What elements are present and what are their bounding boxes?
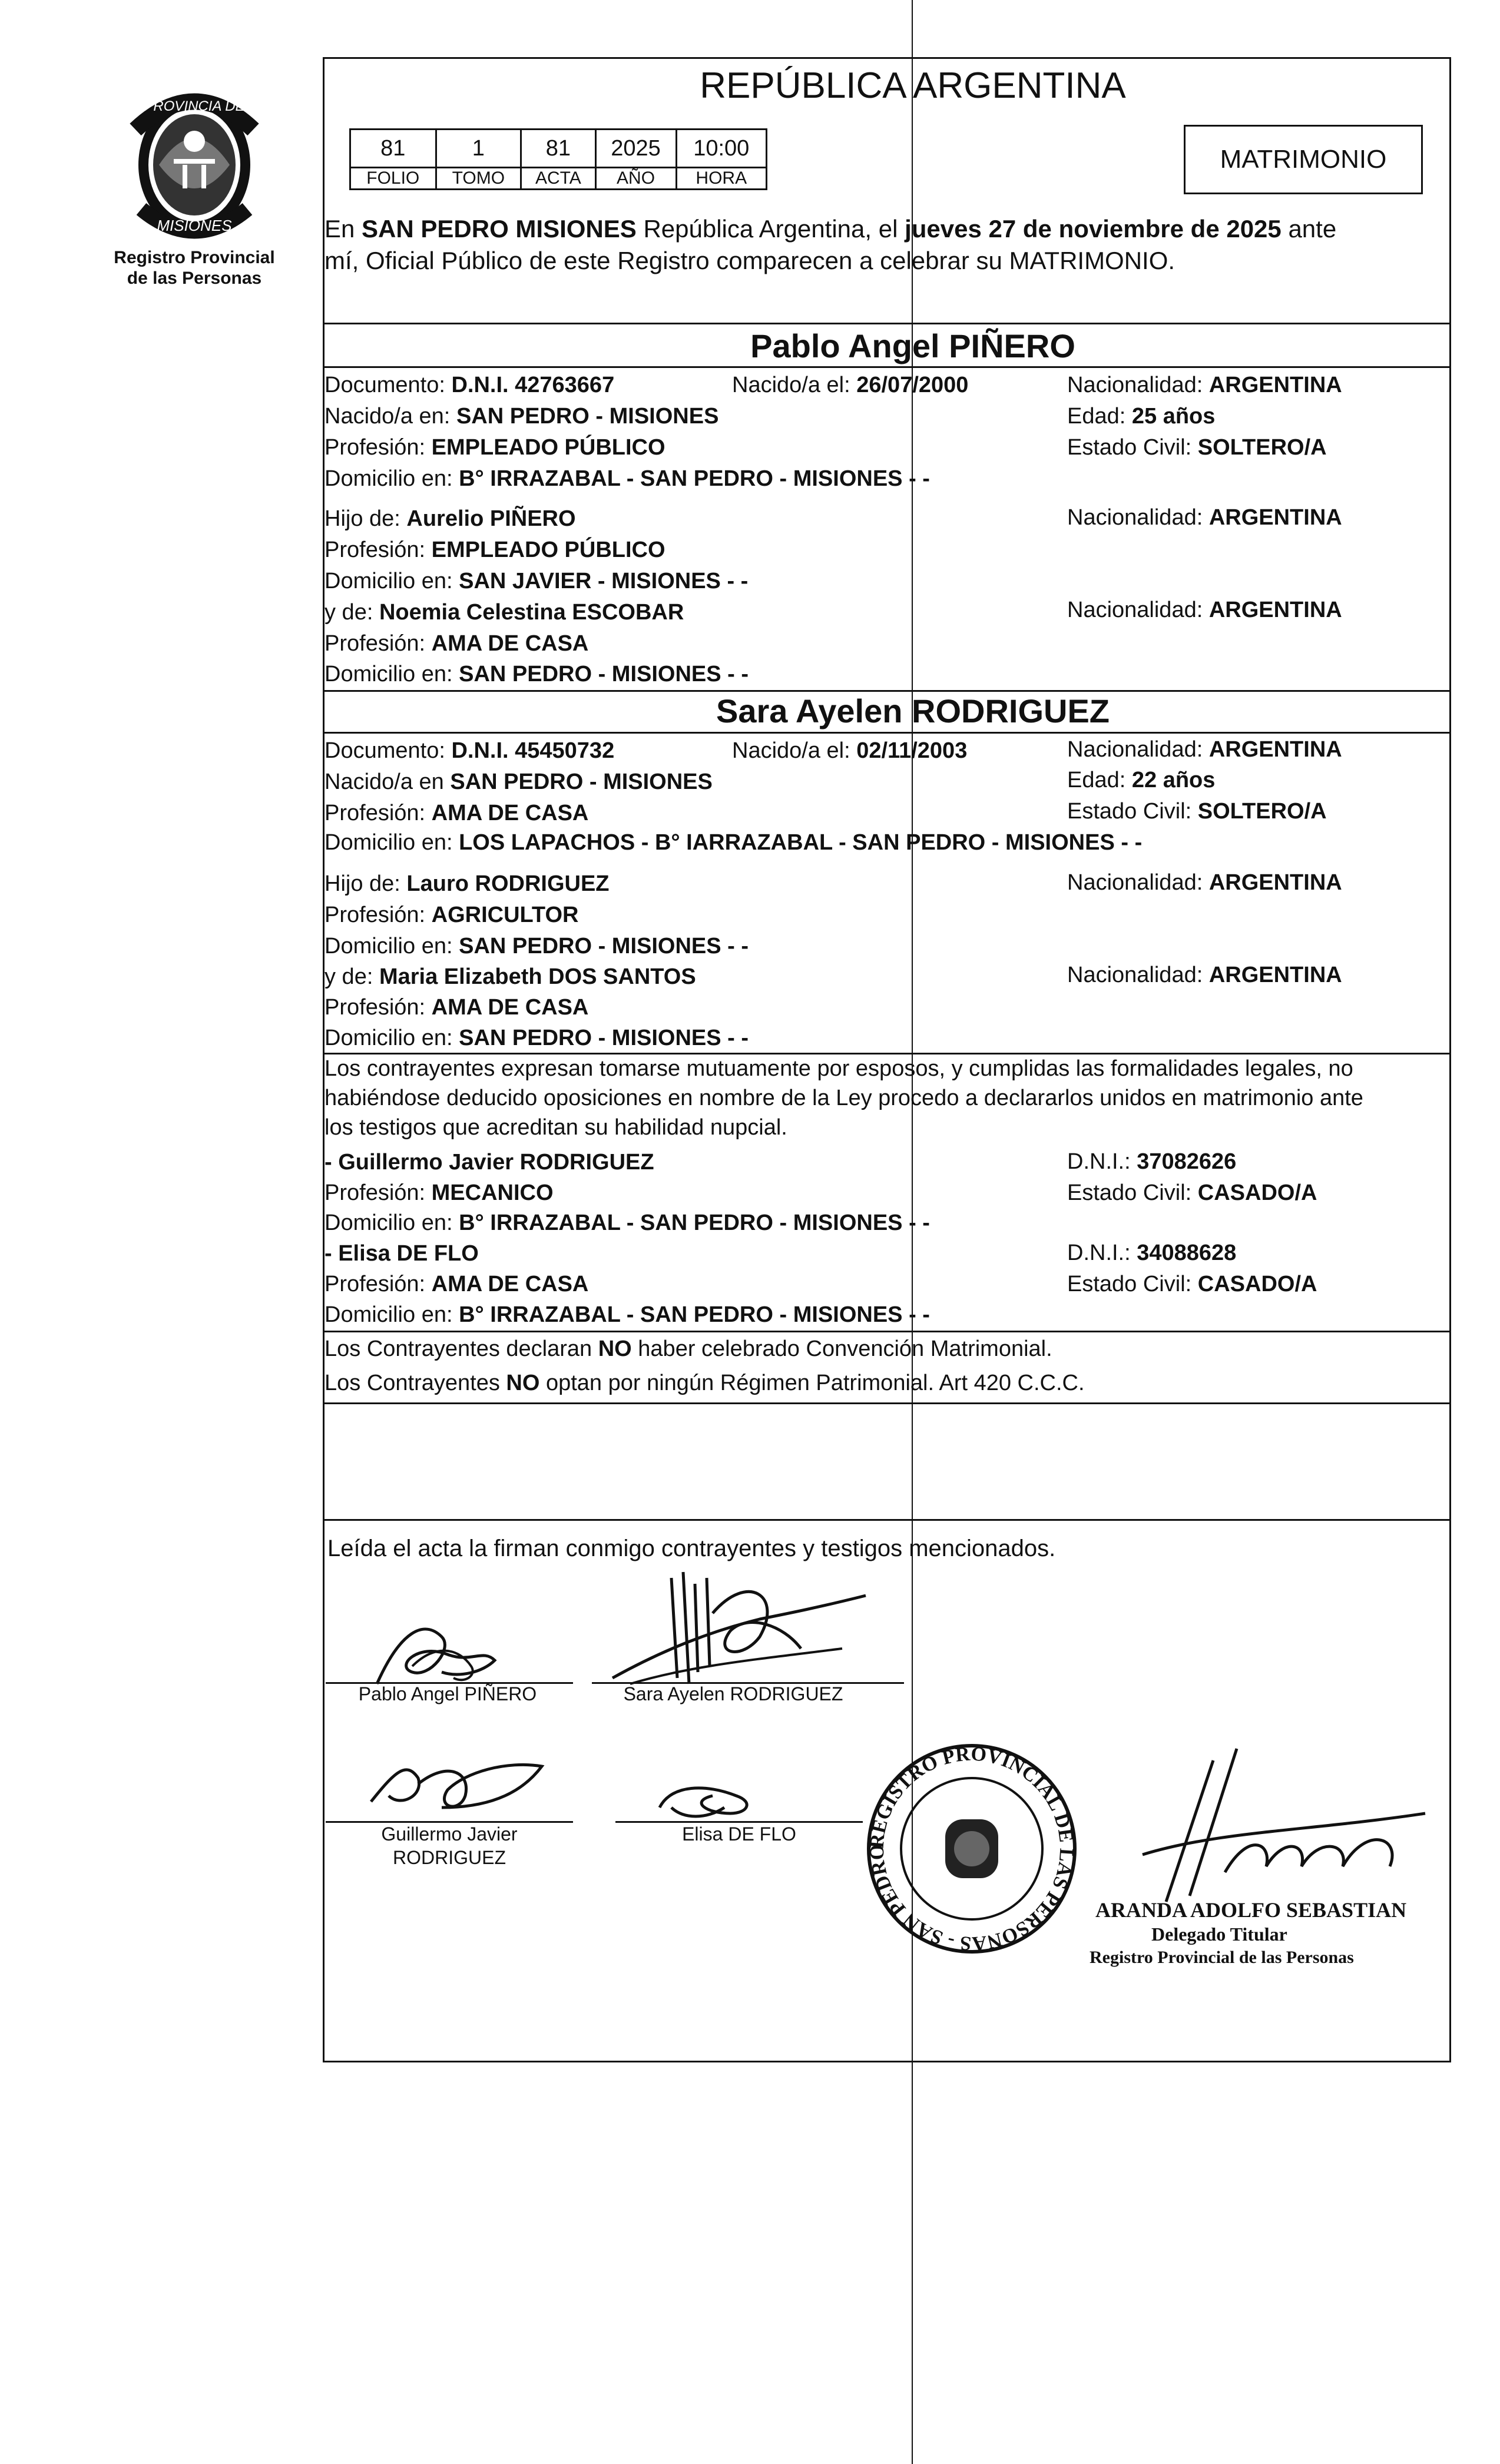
spouse1-birthplace: Nacido/a en: SAN PEDRO - MISIONES — [324, 404, 719, 429]
spouse1-birth-date: Nacido/a el: 26/07/2000 — [732, 373, 969, 397]
spouse1-nationality: Nacionalidad: ARGENTINA — [1067, 373, 1342, 397]
agreement-line-2: Los Contrayentes NO optan por ningún Régimen Patrimonial. Art 420 C.C.C. — [324, 1371, 1085, 1395]
tomo-label: TOMO — [436, 168, 521, 190]
spouse2-mother: y de: Maria Elizabeth DOS SANTOS — [324, 964, 696, 989]
spouse2-father-domicile: Domicilio en: SAN PEDRO - MISIONES - - — [324, 934, 749, 959]
svg-text:PROVINCIA DE: PROVINCIA DE — [144, 98, 245, 114]
spouse2-age: Edad: 22 años — [1067, 768, 1216, 792]
signature-2-name: Sara Ayelen RODRIGUEZ — [623, 1683, 843, 1704]
year-label: AÑO — [595, 168, 676, 190]
divider — [323, 1331, 1449, 1332]
divider — [323, 1402, 1449, 1404]
witness1-profession: Profesión: MECANICO — [324, 1180, 554, 1205]
spouse2-profession: Profesión: AMA DE CASA — [324, 801, 589, 825]
registry-emblem-graphic — [118, 77, 271, 247]
divider — [323, 1053, 1449, 1054]
witness2-civil-status: Estado Civil: CASADO/A — [1067, 1272, 1317, 1296]
act-type-label: MATRIMONIO — [1220, 145, 1387, 174]
spouse2-name: Sara Ayelen RODRIGUEZ — [716, 692, 1110, 729]
signature-3-name-line1: Guillermo Javier — [381, 1823, 518, 1845]
witness1-name: - Guillermo Javier RODRIGUEZ — [324, 1150, 654, 1175]
folio-value: 81 — [350, 130, 436, 168]
spouse1-name: Pablo Angel PIÑERO — [750, 327, 1075, 364]
tomo-value: 1 — [436, 130, 521, 168]
witness2-name: - Elisa DE FLO — [324, 1241, 479, 1266]
spouse2-civil-status: Estado Civil: SOLTERO/A — [1067, 799, 1327, 824]
signature-3-graphic — [353, 1737, 554, 1825]
divider — [323, 1519, 1449, 1521]
witness2-domicile: Domicilio en: B° IRRAZABAL - SAN PEDRO - MISIONES - - — [324, 1302, 930, 1327]
spouse2-father: Hijo de: Lauro RODRIGUEZ — [324, 871, 610, 896]
officer-organization: Registro Provincial de las Personas — [1090, 1948, 1354, 1967]
signature-1-name: Pablo Angel PIÑERO — [358, 1683, 537, 1704]
spouse1-profession: Profesión: EMPLEADO PÚBLICO — [324, 435, 665, 460]
spouse1-document: Documento: D.N.I. 42763667 — [324, 373, 615, 397]
intro-line-1: En SAN PEDRO MISIONES República Argentina, el jueves 27 de noviembre de 2025 ante — [324, 215, 1337, 243]
witness2-dni: D.N.I.: 34088628 — [1067, 1241, 1237, 1265]
registry-data-table — [349, 128, 767, 190]
signature-3-name-line2: RODRIGUEZ — [393, 1847, 506, 1868]
svg-text:REGISTRO PROVINCIAL DE LAS PER: REGISTRO PROVINCIAL DE LAS PERSONAS - SAN PEDRO — [866, 1743, 1078, 1955]
intro-line-2: mí, Oficial Público de este Registro comparecen a celebrar su MATRIMONIO. — [324, 247, 1176, 274]
declaration-line-3: los testigos que acreditan su habilidad nupcial. — [324, 1115, 787, 1140]
official-seal-graphic — [860, 1731, 1084, 1966]
spouse2-mother-domicile: Domicilio en: SAN PEDRO - MISIONES - - — [324, 1026, 749, 1050]
folio-label: FOLIO — [350, 168, 436, 190]
officer-title: Delegado Titular — [1151, 1924, 1287, 1945]
witness1-civil-status: Estado Civil: CASADO/A — [1067, 1180, 1317, 1205]
act-type-box — [1184, 125, 1423, 194]
spouse2-birthplace: Nacido/a en SAN PEDRO - MISIONES — [324, 770, 713, 794]
spouse1-father-nationality: Nacionalidad: ARGENTINA — [1067, 505, 1342, 530]
closing-text: Leída el acta la firman conmigo contrayentes y testigos mencionados. — [327, 1536, 1056, 1561]
agreement-line-1: Los Contrayentes declaran NO haber celebrado Convención Matrimonial. — [324, 1337, 1052, 1361]
official-seal — [860, 1731, 1084, 1966]
spouse1-mother-nationality: Nacionalidad: ARGENTINA — [1067, 598, 1342, 622]
spouse1-mother: y de: Noemia Celestina ESCOBAR — [324, 600, 684, 625]
signature-4-name: Elisa DE FLO — [682, 1823, 796, 1845]
spouse2-father-profession: Profesión: AGRICULTOR — [324, 903, 579, 927]
spouse1-father-domicile: Domicilio en: SAN JAVIER - MISIONES - - — [324, 569, 749, 593]
officer-name: ARANDA ADOLFO SEBASTIAN — [1095, 1898, 1407, 1922]
witness1-dni: D.N.I.: 37082626 — [1067, 1149, 1237, 1174]
registry-emblem — [118, 77, 271, 247]
registry-name-line1: Registro Provincial — [114, 248, 275, 267]
spouse1-mother-domicile: Domicilio en: SAN PEDRO - MISIONES - - — [324, 662, 749, 687]
spouse2-document: Documento: D.N.I. 45450732 — [324, 738, 615, 763]
spouse1-father-profession: Profesión: EMPLEADO PÚBLICO — [324, 538, 665, 562]
spouse2-birth-date: Nacido/a el: 02/11/2003 — [732, 738, 968, 763]
country-title: REPÚBLICA ARGENTINA — [700, 65, 1126, 106]
svg-text:MISIONES: MISIONES — [157, 217, 232, 234]
divider — [323, 323, 1449, 324]
spouse1-civil-status: Estado Civil: SOLTERO/A — [1067, 435, 1327, 460]
spouse2-domicile: Domicilio en: LOS LAPACHOS - B° IARRAZABAL - SAN PEDRO - MISIONES - - — [324, 830, 1143, 855]
officer-signature-graphic — [1072, 1737, 1437, 1914]
spouse1-domicile: Domicilio en: B° IRRAZABAL - SAN PEDRO - MISIONES - - — [324, 466, 930, 491]
witness2-profession: Profesión: AMA DE CASA — [324, 1272, 589, 1296]
year-value: 2025 — [595, 130, 676, 168]
spouse1-age: Edad: 25 años — [1067, 404, 1216, 429]
spouse2-mother-profession: Profesión: AMA DE CASA — [324, 995, 589, 1020]
divider — [323, 366, 1449, 368]
witness1-domicile: Domicilio en: B° IRRAZABAL - SAN PEDRO - MISIONES - - — [324, 1211, 930, 1235]
signature-2-graphic — [595, 1560, 889, 1702]
registry-name-line2: de las Personas — [127, 268, 262, 288]
signature-4-graphic — [648, 1778, 766, 1825]
acta-value: 81 — [521, 130, 595, 168]
spouse1-mother-profession: Profesión: AMA DE CASA — [324, 631, 589, 656]
hour-value: 10:00 — [676, 130, 767, 168]
spouse2-nationality: Nacionalidad: ARGENTINA — [1067, 737, 1342, 762]
spouse1-father: Hijo de: Aurelio PIÑERO — [324, 506, 576, 531]
hour-label: HORA — [676, 168, 767, 190]
declaration-line-1: Los contrayentes expresan tomarse mutuamente por esposos, y cumplidas las formalidades legales, no — [324, 1056, 1353, 1081]
declaration-line-2: habiéndose deducido oposiciones en nombre de la Ley procedo a declararlos unidos en matrimonio ante — [324, 1086, 1363, 1110]
spouse2-mother-nationality: Nacionalidad: ARGENTINA — [1067, 963, 1342, 987]
divider — [323, 732, 1449, 734]
spouse2-father-nationality: Nacionalidad: ARGENTINA — [1067, 870, 1342, 895]
acta-label: ACTA — [521, 168, 595, 190]
